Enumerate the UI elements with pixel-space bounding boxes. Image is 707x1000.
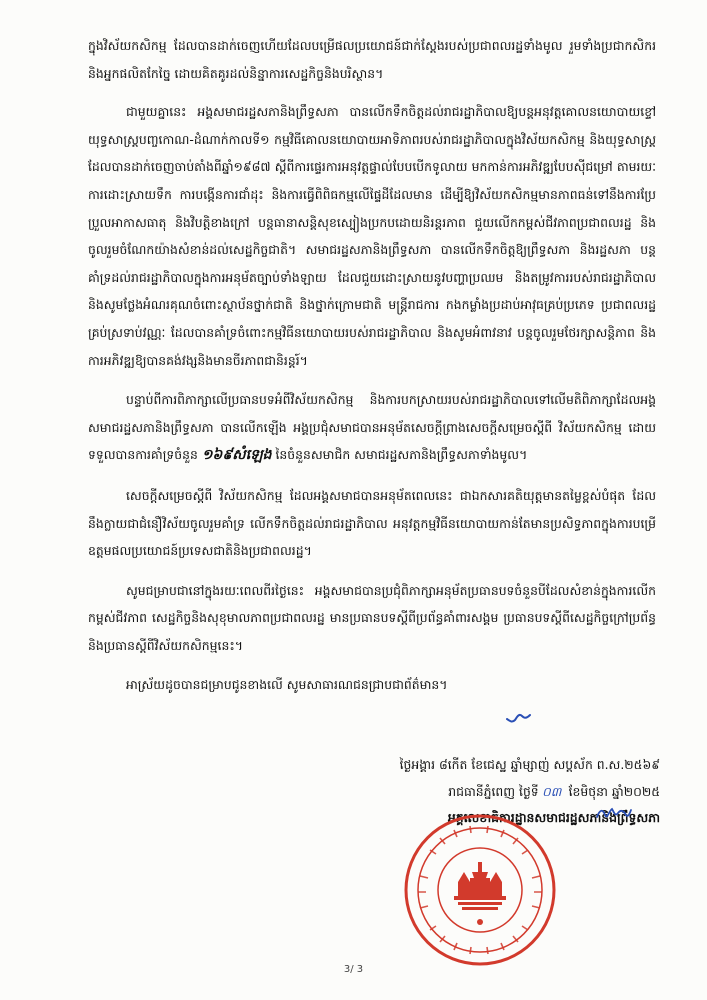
- paragraph-encouragement: [88, 98, 656, 374]
- handwritten-day: ០៣: [542, 783, 562, 799]
- paragraph-text: សេចក្តីសម្រេចស្តីពី វិស័យកសិកម្ម ដែលអង្គសមាជបានអនុម័តពេលនេះ ជាឯកសារគតិយុត្តមានតម្លៃខ្ពស់បំផុត ដែលនឹងក្លាយជាជំនឿវិស័យចូលរួមគាំទ្រ លើកទឹកចិត្តដល់រាជរដ្ឋាភិបាល អនុវត្តកម្មវិធីនយោបាយកាន់តែមានប្រសិទ្ធភាពក្នុងការបម្រើឧត្តមផលប្រយោជន៍ប្រទេសជាតិនិងប្រជាពលរដ្ឋ។: [88, 487, 656, 559]
- paragraph-text: នៃចំនួនសមាជិក សមាជរដ្ឋសភានិងព្រឹទ្ធសភាទាំងមូល។: [271, 447, 528, 463]
- signatory-text: អគ្គលេខាធិការដ្ឋានសមាជរដ្ឋសភានិងព្រឹទ្ធសភា: [447, 810, 660, 825]
- pen-tick-mark: [504, 707, 532, 729]
- document-body: [88, 32, 656, 711]
- page-number: 3/ 3: [343, 964, 364, 975]
- paragraph-text: បន្ទាប់ពីការពិភាក្សាលើប្រធានបទអំពីវិស័យកសិកម្ម និងការបកស្រាយរបស់រាជរដ្ឋាភិបាលទៅលើមតិពិភាក្សាដែលអង្គសមាជរដ្ឋសភានិងព្រឹទ្ធសភា បានលើកឡើង អង្គប្រជុំសមាជបានអនុម័តសេចក្តីព្រាងសេចក្តីសម្រេចស្តីពី វិស័យកសិកម្ម ដោយទទួលបានការគាំទ្រចំនួន: [88, 392, 656, 463]
- paragraph-text: ជាមួយគ្នានេះ អង្គសមាជរដ្ឋសភានិងព្រឹទ្ធសភា បានលើកទឹកចិត្តដល់រាជរដ្ឋាភិបាលឱ្យបន្តអនុវត្តគោលនយោបាយខ្ទៅ យុទ្ធសាស្ត្របញ្ចកោណ-ដំណាក់កាលទី១ កម្មវិធីគោលនយោបាយអាទិភាពរបស់រាជរដ្ឋាភិបាលក្នុងវិស័យកសិកម្ម និងយុទ្ធសាស្ត្រដែលបានដាក់ចេញចាប់តាំងពីឆ្នាំ១៩៨៧ ស្តីពីការផ្ទេរការអនុវត្តផ្ទាល់បែបបើកទូលាយ មកកាន់ការអភិវឌ្ឍបែបស៊ីជម្រៅ តាមរយៈការដោះស្រាយទឹក ការបង្កើនការជាំដុះ និងការធ្វើពិពិធកម្មលើផ្ទៃដីដែលមាន ដើម្បីឱ្យវិស័យកសិកម្មមានភាពធន់ទៅនឹងការប្រែប្រួលអាកាសធាតុ និងវិបត្តិខាងក្រៅ បន្តធានាសន្តិសុខស្បៀងប្រកបដោយនិរន្តរភាព ជួយលើកកម្ពស់ជីវភាពប្រជាពលរដ្ឋ និងចូលរួមចំណែកយ៉ាងសំខាន់ដល់សេដ្ឋកិច្ចជាតិ។ សមាជរដ្ឋសភានិងព្រឹទ្ធសភា បានលើកទឹកចិត្តឱ្យព្រឹទ្ធសភា និងរដ្ឋសភា បន្តគាំទ្រដល់រាជរដ្ឋាភិបាលក្នុងការអនុម័តច្បាប់ទាំងឡាយ ដែលជួយដោះស្រាយនូវបញ្ហាប្រឈម និងតម្រូវការរបស់រាជរដ្ឋាភិបាលនិងសូមថ្លែងអំណរគុណចំពោះស្ថាប័នថ្នាក់ជាតិ និងថ្នាក់ក្រោមជាតិ មន្ត្រីរាជការ កងកម្លាំងប្រដាប់អាវុធគ្រប់ប្រភេទ ប្រជាពលរដ្ឋ គ្រប់ស្រទាប់វណ្ណៈ ដែលបានគាំទ្រចំពោះកម្មវិធីនយោបាយរបស់រាជរដ្ឋាភិបាល និងសូមអំពាវនាវ បន្តចូលរួមថែរក្សាសន្តិភាព និងការអភិវឌ្ឍឱ្យបានគង់វង្សនិងមានចីរភាពជានិរន្តរ៍។: [88, 104, 656, 368]
- official-seal-stamp: [400, 810, 560, 970]
- paragraph-continuation: [88, 32, 656, 87]
- vote-count-highlight: ១៦៩សំឡេង: [201, 447, 272, 464]
- paragraph-text: អាស្រ័យដូចបានជម្រាបជូនខាងលើ សូមសាធារណជនជ្រាបជាព័ត៌មាន។: [126, 677, 448, 693]
- paragraph-two-day-summary: [88, 577, 656, 660]
- paragraph-vote-result: [88, 386, 656, 470]
- lunar-date: ថ្ងៃអង្គារ ៨កើត ខែជេស្ឋ ឆ្នាំម្សាញ់ សប្តស័ក ព.ស.២៥៦៩: [399, 757, 660, 772]
- place-date-prefix: រាជធានីភ្នំពេញ ថ្ងៃទី: [448, 783, 539, 799]
- paragraph-text: ក្នុងវិស័យកសិកម្ម ដែលបានដាក់ចេញហើយដែលបម្រើផលប្រយោជន៍ជាក់ស្តែងរបស់ប្រជាពលរដ្ឋទាំងមូល រួមទាំងប្រជាកសិករ និងអ្នកផលិតកែច្នៃ ដោយគិតគូរដល់និន្នាការសេដ្ឋកិច្ចនិងបរិស្ថាន។: [88, 38, 656, 81]
- paragraph-resolution: [88, 482, 656, 565]
- paragraph-closing: [88, 671, 656, 699]
- place-date-suffix: ខែមិថុនា ឆ្នាំ២០២៥: [564, 783, 660, 799]
- paragraph-text: សូមជម្រាបជានៅក្នុងរយៈពេលពីរថ្ងៃនេះ អង្គសមាជបានប្រជុំពិភាក្សាអនុម័តប្រធានបទចំនួនបីដែលសំខាន់ក្នុងការលើកកម្ពស់ជីវភាព សេដ្ឋកិច្ចនិងសុខុមាលភាពប្រជាពលរដ្ឋ មានប្រធានបទស្តីពីប្រព័ន្ធគាំពារសង្គម ប្រធានបទស្តីពីសេដ្ឋកិច្ចក្រៅប្រព័ន្ធនិងប្រធានស្តីពីវិស័យកសិកម្មនេះ។: [88, 582, 656, 653]
- signature-initial-mark: [595, 803, 633, 823]
- place-date: [320, 779, 660, 806]
